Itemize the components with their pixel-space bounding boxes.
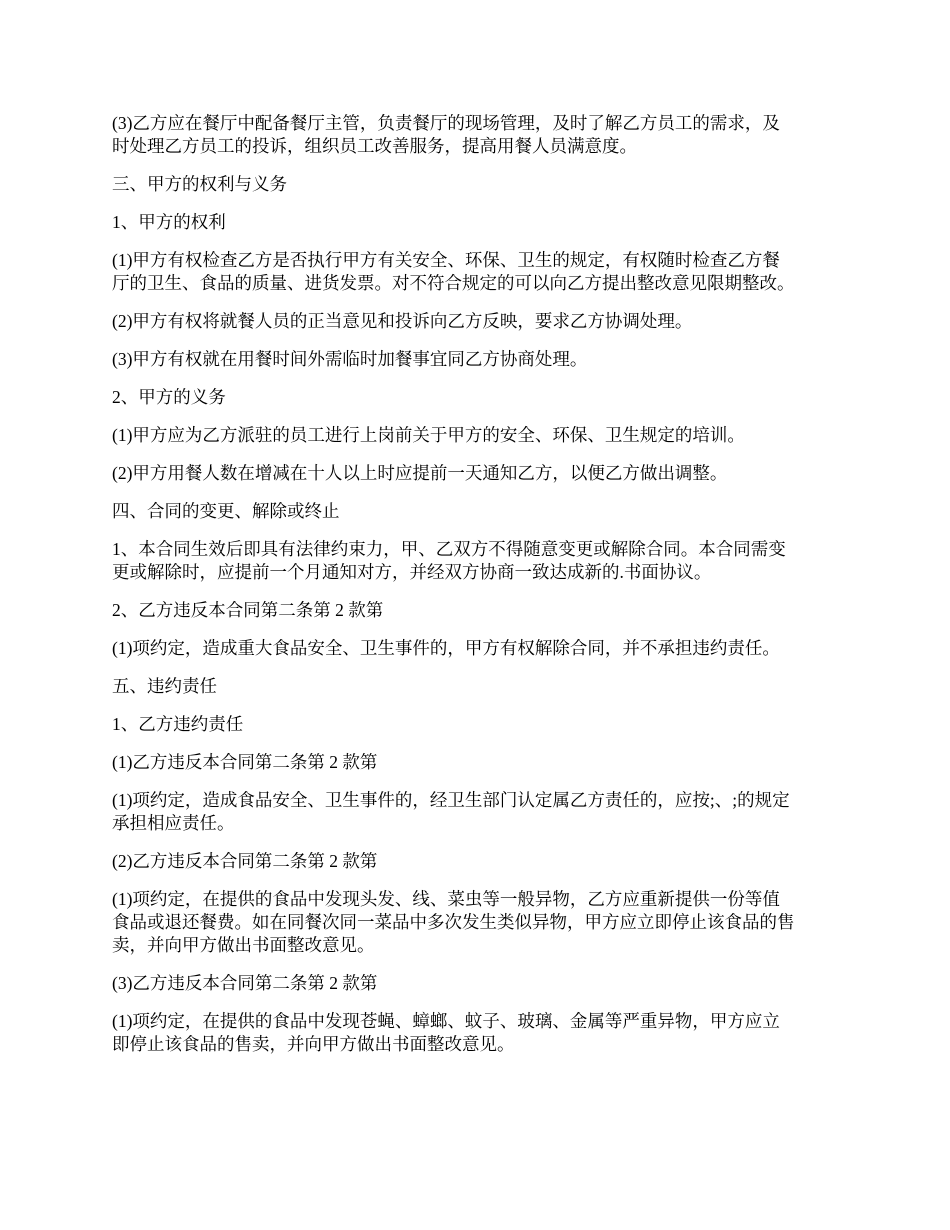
paragraph-liability-1-ref: (1)乙方违反本合同第二条第 2 款第 xyxy=(112,752,378,772)
subheading-party-b-liability: 1、乙方违约责任 xyxy=(112,714,244,734)
document-body xyxy=(112,112,842,1056)
heading-liability: 五、违约责任 xyxy=(112,676,217,696)
paragraph-liability-2-ref: (2)乙方违反本合同第二条第 2 款第 xyxy=(112,851,378,871)
paragraph-obligation-training: (1)甲方应为乙方派驻的员工进行上岗前关于甲方的安全、环保、卫生规定的培训。 xyxy=(112,425,745,445)
heading-party-a-rights-obligations: 三、甲方的权利与义务 xyxy=(112,174,287,194)
paragraph-right-extra-meal: (3)甲方有权就在用餐时间外需临时加餐事宜同乙方协商处理。 xyxy=(112,349,588,369)
paragraph-liability-3-ref: (3)乙方违反本合同第二条第 2 款第 xyxy=(112,973,378,993)
subheading-party-a-rights: 1、甲方的权利 xyxy=(112,212,226,232)
subheading-party-a-obligations: 2、甲方的义务 xyxy=(112,387,226,407)
paragraph-contract-binding: 1、本合同生效后即具有法律约束力，甲、乙双方不得随意变更或解除合同。本合同需变 更或解除时，应提前一个月通知对方，并经双方协商一致达成新的.书面协议。 xyxy=(112,539,786,582)
paragraph-liability-2-detail: (1)项约定，在提供的食品中发现头发、线、菜虫等一般异物，乙方应重新提供一份等值 食品或退还餐费。如在同餐次同一菜品中多次发生类似异物，甲方应立即停止该食品的售 卖，并向甲方做出书面整改意见。 xyxy=(112,889,795,955)
paragraph-canteen-supervisor: (3)乙方应在餐厅中配备餐厅主管，负责餐厅的现场管理，及时了解乙方员工的需求，及 时处理乙方员工的投诉，组织员工改善服务，提高用餐人员满意度。 xyxy=(112,113,780,156)
paragraph-liability-3-detail: (1)项约定，在提供的食品中发现苍蝇、蟑螂、蚊子、玻璃、金属等严重异物，甲方应立 即停止该食品的售卖，并向甲方做出书面整改意见。 xyxy=(112,1011,780,1054)
paragraph-obligation-notice: (2)甲方用餐人数在增减在十人以上时应提前一天通知乙方，以便乙方做出调整。 xyxy=(112,463,728,483)
paragraph-liability-1-detail: (1)项约定，造成食品安全、卫生事件的，经卫生部门认定属乙方责任的，应按;、;的规定 承担相应责任。 xyxy=(112,790,790,833)
paragraph-breach-clause-ref: 2、乙方违反本合同第二条第 2 款第 xyxy=(112,600,384,620)
paragraph-right-inspect: (1)甲方有权检查乙方是否执行甲方有关安全、环保、卫生的规定，有权随时检查乙方餐 厅的卫生、食品的质量、进货发票。对不符合规定的可以向乙方提出整改意见限期整改。 xyxy=(112,250,795,293)
paragraph-termination-right: (1)项约定，造成重大食品安全、卫生事件的，甲方有权解除合同，并不承担违约责任。 xyxy=(112,638,780,658)
paragraph-right-feedback: (2)甲方有权将就餐人员的正当意见和投诉向乙方反映，要求乙方协调处理。 xyxy=(112,311,693,331)
heading-contract-change: 四、合同的变更、解除或终止 xyxy=(112,501,340,521)
